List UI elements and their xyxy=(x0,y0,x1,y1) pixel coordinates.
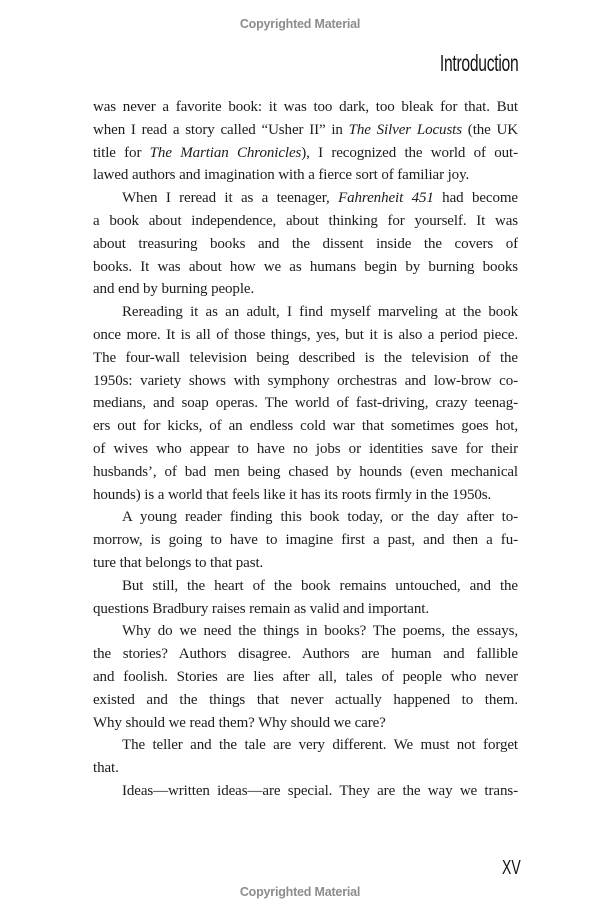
text-line: books. It was about how we as humans begin by burning books xyxy=(93,258,518,275)
text-line: of wives who appear to have no jobs or identities save for their xyxy=(93,440,518,457)
text-line: when I read a story called “Usher II” in The Silver Locusts (the UK xyxy=(93,121,518,138)
text-line: was never a favorite book: it was too dark, too bleak for that. But xyxy=(93,99,518,115)
body-text xyxy=(93,96,518,803)
paragraph xyxy=(93,620,518,734)
text-line: that. xyxy=(93,760,119,777)
text-line: title for The Martian Chronicles), I recognized the world of out- xyxy=(93,144,518,161)
text-line: Why should we read them? Why should we care? xyxy=(93,714,386,731)
text-line: A young reader finding this book today, or the day after to- xyxy=(122,509,518,526)
text-line: ture that belongs to that past. xyxy=(93,554,264,571)
text-line: morrow, is going to have to imagine first a past, and then a fu- xyxy=(93,532,518,549)
text-line: and foolish. Stories are lies after all, tales of people who never xyxy=(93,668,518,685)
paragraph xyxy=(93,780,518,803)
paragraph xyxy=(93,96,518,187)
paragraph xyxy=(93,506,518,574)
text-line: lawed authors and imagination with a fierce sort of familiar joy. xyxy=(93,167,470,184)
text-line: existed and the things that never actually happened to them. xyxy=(93,691,518,708)
text-line: The teller and the tale are very different. We must not forget xyxy=(122,737,518,754)
text-line: Rereading it as an adult, I find myself marveling at the book xyxy=(122,304,518,321)
copyright-notice-bottom: Copyrighted Material xyxy=(239,885,361,899)
paragraph xyxy=(93,187,518,301)
page-number: XV xyxy=(502,857,521,879)
text-line: Why do we need the things in books? The poems, the essays, xyxy=(122,623,518,640)
paragraph xyxy=(93,734,518,780)
text-line: 1950s: variety shows with symphony orchestras and low-brow co- xyxy=(93,372,518,389)
text-line: ers out for kicks, of an endless cold war that sometimes goes hot, xyxy=(93,418,518,435)
text-line: But still, the heart of the book remains untouched, and the xyxy=(122,577,518,594)
text-line: Ideas—written ideas—are special. They are the way we trans- xyxy=(122,782,518,799)
text-line: once more. It is all of those things, yes, but it is also a period piece. xyxy=(93,326,518,343)
text-line: husbands’, of bad men being chased by hounds (even mechanical xyxy=(93,463,518,480)
text-line: questions Bradbury raises remain as valid and important. xyxy=(93,600,429,617)
text-line: The four-wall television being described is the television of the xyxy=(93,349,518,366)
text-line: the stories? Authors disagree. Authors are human and fallible xyxy=(93,646,518,663)
chapter-title: Introduction xyxy=(439,50,518,76)
text-line: hounds) is a world that feels like it has its roots firmly in the 1950s. xyxy=(93,486,492,503)
text-line: about treasuring books and the dissent inside the covers of xyxy=(93,235,518,252)
paragraph xyxy=(93,575,518,621)
copyright-notice-top: Copyrighted Material xyxy=(239,17,361,31)
text-line: When I reread it as a teenager, Fahrenheit 451 had become xyxy=(122,190,518,207)
text-line: a book about independence, about thinking for yourself. It was xyxy=(93,212,518,229)
text-line: medians, and soap operas. The world of fast-driving, crazy teenag- xyxy=(93,395,518,412)
paragraph xyxy=(93,301,518,506)
text-line: and end by burning people. xyxy=(93,281,255,298)
